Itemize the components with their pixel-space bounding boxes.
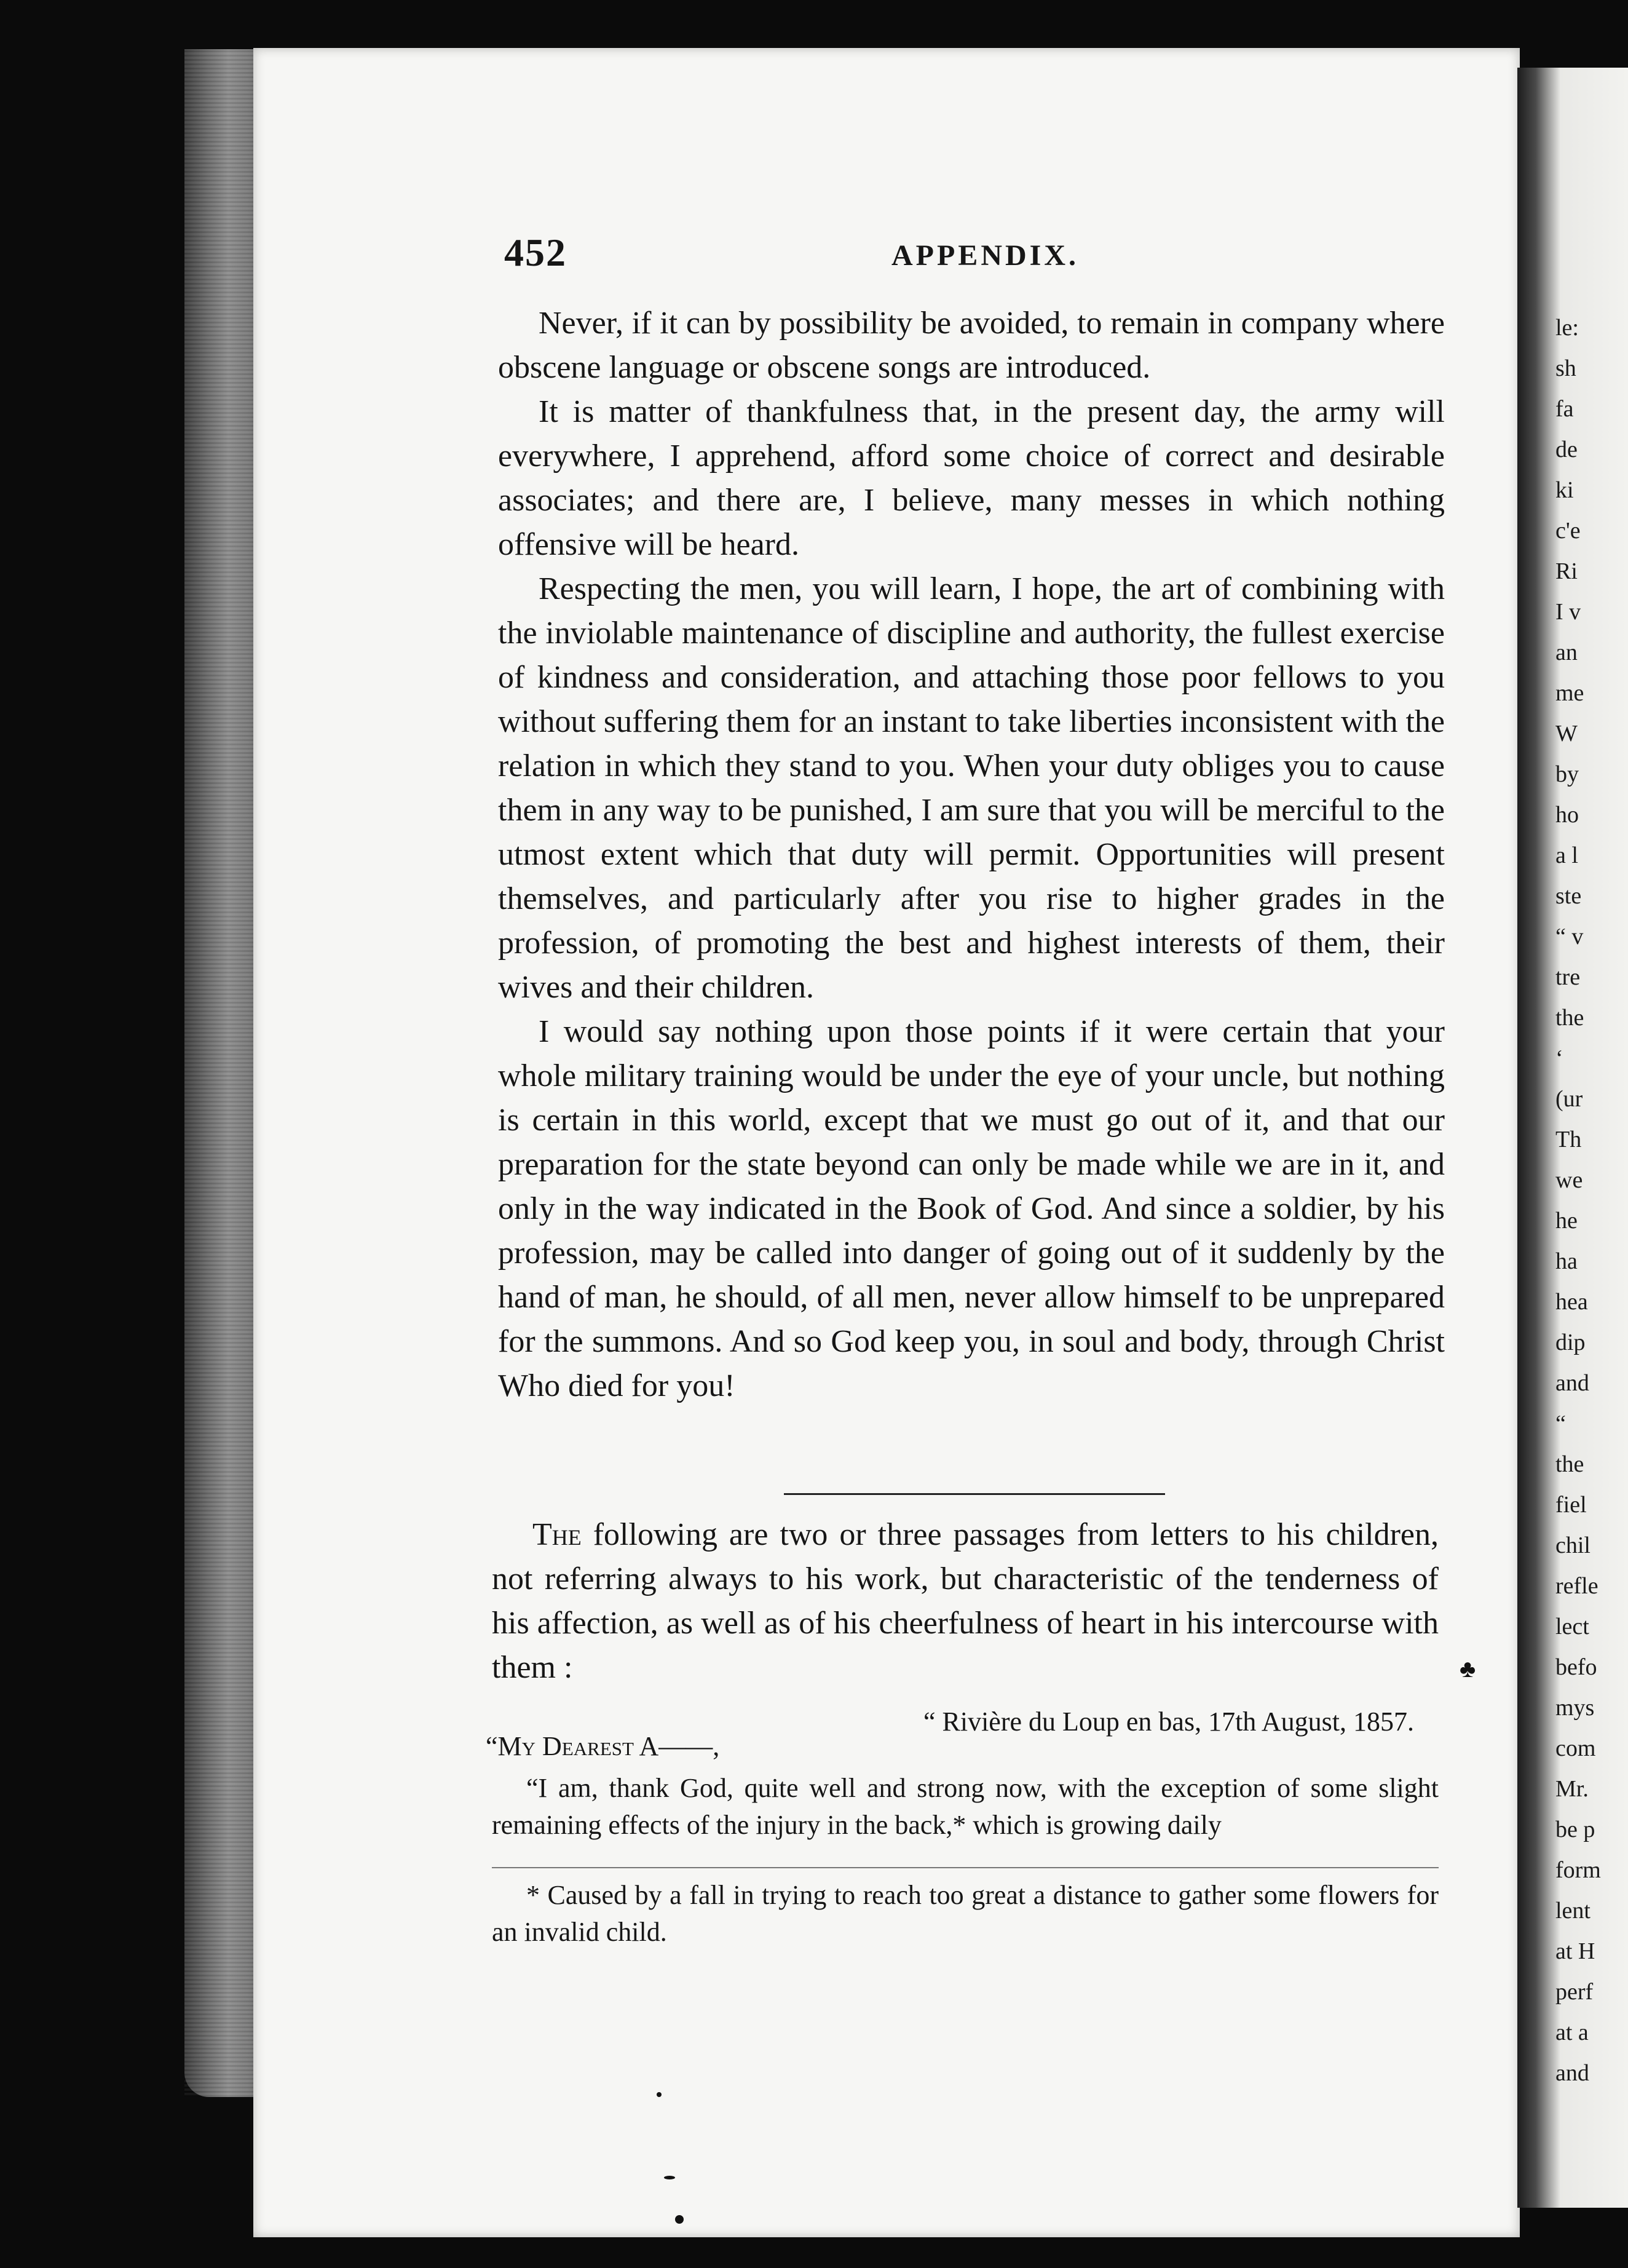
facing-page-line: com bbox=[1555, 1735, 1596, 1761]
scan-speck bbox=[657, 2092, 662, 2097]
facing-page-line: ho bbox=[1555, 802, 1579, 828]
paragraph: Never, if it can by possibility be avoided, to remain in company where obscene language or obscene songs are introduced. bbox=[498, 306, 1445, 385]
intro-lead-word: The bbox=[532, 1517, 582, 1552]
facing-page-line: fa bbox=[1555, 396, 1574, 422]
book-spine-edge bbox=[184, 49, 264, 2097]
facing-page-line: a l bbox=[1555, 843, 1578, 868]
paragraph: Respecting the men, you will learn, I hope, the art of combining with the inviolable maintenance of discipline and authority, the fullest exercise of kindness and consideration, and attaching those poor fellows to you without suffering them for an instant to take liberties inconsistent with the relation in which they stand to you. When your duty obliges you to cause them in any way to be punished, I am sure that you will be merciful to the utmost extent which that duty will permit. Opportunities will present themselves, and particularly after you rise to higher grades in the profession, of promoting the best and highest interests of them, their wives and their children. bbox=[498, 571, 1445, 1005]
facing-page-line: W bbox=[1555, 721, 1578, 747]
facing-page-line: refle bbox=[1555, 1573, 1598, 1599]
facing-page-line: hea bbox=[1555, 1289, 1588, 1315]
paragraph: It is matter of thankfulness that, in the present day, the army will everywhere, I apprehend, afford some choice of correct and desirable associates; and there are, I believe, many messes in which nothing offensive will be heard. bbox=[498, 394, 1445, 562]
scan-speck bbox=[675, 2215, 684, 2224]
facing-page-line: “ bbox=[1555, 1411, 1566, 1437]
facing-page-line: “ v bbox=[1555, 924, 1584, 950]
body-text bbox=[498, 301, 1445, 1408]
facing-page-line: fiel bbox=[1555, 1492, 1587, 1518]
running-header bbox=[504, 230, 1451, 285]
facing-page-line: form bbox=[1555, 1857, 1601, 1883]
facing-page-line: chil bbox=[1555, 1532, 1590, 1558]
facing-page-line: sh bbox=[1555, 355, 1576, 381]
letter-body: “I am, thank God, quite well and strong now, with the exception of some slight remaining effects of the injury in the back,* which is growing daily bbox=[492, 1773, 1439, 1840]
letter-place-date: “ Rivière du Loup en bas, 17th August, 1857. bbox=[923, 1707, 1414, 1737]
paragraph: I would say nothing upon those points if it were certain that your whole military training would be under the eye of your uncle, but nothing is certain in this world, except that we must go out of it, and that our preparation for the state beyond can only be made while we are in it, and only in the way indicated in the Book of God. And since a soldier, by his profession, may be called into danger of going out of it suddenly by the hand of man, he should, of all men, never allow himself to be unprepared for the summons. And so God keep you, in soul and body, through Christ Who died for you! bbox=[498, 1014, 1445, 1403]
margin-mark-icon: ♣ bbox=[1460, 1655, 1476, 1683]
letter-salutation: “My Dearest A——, bbox=[486, 1731, 720, 1761]
facing-page-line: ste bbox=[1555, 883, 1582, 909]
facing-page-line: c'e bbox=[1555, 518, 1581, 544]
facing-page-line: me bbox=[1555, 680, 1584, 706]
facing-page-line: at a bbox=[1555, 2020, 1589, 2045]
facing-page-line: he bbox=[1555, 1208, 1578, 1234]
facing-page-line: mys bbox=[1555, 1695, 1595, 1721]
facing-page-line: lent bbox=[1555, 1898, 1590, 1924]
facing-page-line: perf bbox=[1555, 1979, 1594, 2005]
facing-page-line: we bbox=[1555, 1167, 1583, 1193]
section-divider bbox=[784, 1493, 1165, 1495]
scan-speck bbox=[664, 2176, 675, 2179]
footnote: * Caused by a fall in trying to reach too great a distance to gather some flowers for an invalid child. bbox=[492, 1880, 1439, 1947]
facing-page-line: lect bbox=[1555, 1614, 1589, 1640]
facing-page-line: the bbox=[1555, 1451, 1584, 1477]
facing-page-line: tre bbox=[1555, 964, 1581, 990]
facing-page-line: an bbox=[1555, 640, 1578, 665]
facing-page-line: and bbox=[1555, 1370, 1589, 1396]
facing-page-line: Ri bbox=[1555, 558, 1578, 584]
facing-page-line: by bbox=[1555, 761, 1579, 787]
footnote-rule bbox=[492, 1867, 1439, 1868]
facing-page-line: befo bbox=[1555, 1654, 1597, 1680]
facing-page-line: at H bbox=[1555, 1938, 1595, 1964]
intro-paragraph bbox=[492, 1513, 1439, 1690]
facing-page-line: be p bbox=[1555, 1817, 1595, 1842]
facing-page-line: ki bbox=[1555, 477, 1574, 503]
facing-page-line: I v bbox=[1555, 599, 1581, 625]
facing-page-line: Th bbox=[1555, 1127, 1582, 1152]
intro-text: following are two or three passages from letters to his children, not referring always to his work, but characteristic of the tenderness of his affection, as well as of his cheerfulness of heart in his intercourse with them : bbox=[492, 1517, 1439, 1685]
facing-page-line: the bbox=[1555, 1005, 1584, 1031]
facing-page-line: le: bbox=[1555, 315, 1579, 341]
facing-page-line: (ur bbox=[1555, 1086, 1583, 1112]
facing-page-line: de bbox=[1555, 437, 1578, 462]
facing-page-line: and bbox=[1555, 2060, 1589, 2086]
facing-page-line: ‘ bbox=[1555, 1045, 1563, 1071]
facing-page-text bbox=[1555, 307, 1628, 2093]
facing-page-line: dip bbox=[1555, 1330, 1586, 1355]
page-number: 452 bbox=[504, 231, 567, 274]
running-head-title: APPENDIX. bbox=[891, 239, 1079, 272]
facing-page-line: Mr. bbox=[1555, 1776, 1589, 1802]
facing-page-line: ha bbox=[1555, 1248, 1578, 1274]
